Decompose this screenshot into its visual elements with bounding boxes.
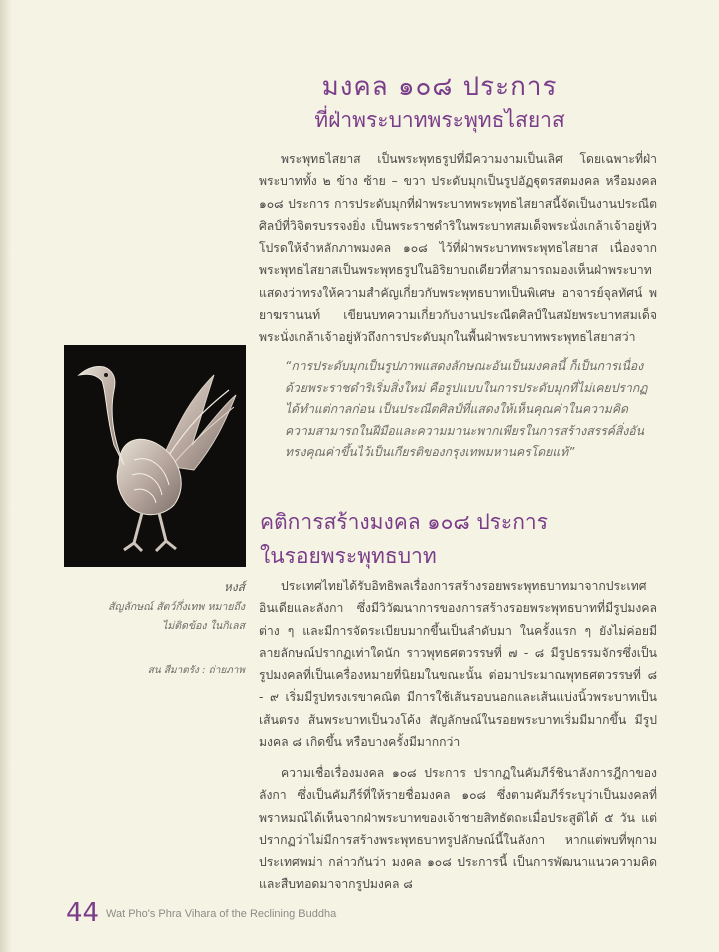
figure-caption-name: หงส์ [223, 580, 245, 594]
quotation-block: “การประดับมุกเป็นรูปภาพแสดงลักษณะอันเป็นมงคลนี้ ก็เป็นการเนื่องด้วยพระราชดำริเริ่มสิ่งใหม่ คือรูปแบบในการประดับมุกที่ไม่เคยปรากฏได้ทำแต่กาลก่อน เป็นประณีตศิลป์ที่แสดงให้เห็นคุณค่าในความคิด ความสามารถในฝีมือและความมานะพากเพียรในการสร้างสรรค์สิ่งอันทรงคุณค่าขึ้นไว้เป็นเกียรติของกรุงเทพมหานครโดยแท้” [285, 359, 648, 459]
running-footer-title: Wat Pho's Phra Vihara of the Reclining Buddha [106, 908, 337, 920]
body-paragraph-1: พระพุทธไสยาส เป็นพระพุทธรูปที่มีความงามเป็นเลิศ โดยเฉพาะที่ฝ่าพระบาททั้ง ๒ ข้าง ซ้าย – ขวา ประดับมุกเป็นรูปอัฏฐุตรสตมงคล หรือมงคล ๑๐๘ ประการ การประดับมุกที่ฝ่าพระบาทพระพุทธไสยาสนี้จัดเป็นงานประณีตศิลป์ที่วิจิตรบรรจงยิ่ง เป็นพระราชดำริในพระบาทสมเด็จพระนั่งเกล้าเจ้าอยู่หัว โปรดให้จำหลักภาพมงคล ๑๐๘ ไว้ที่ฝ่าพระบาทพระพุทธไสยาส เนื่องจากพระพุทธไสยาสเป็นพระพุทธรูปในอิริยาบถเดียวที่สามารถมองเห็นฝ่าพระบาท แสดงว่าทรงให้ความสำคัญเกี่ยวกับพระพุทธบาทเป็นพิเศษ อาจารย์จุลทัศน์ พยาฆรานนท์ เขียนบทความเกี่ยวกับงานประณีตศิลป์ในสมัยพระบาทสมเด็จพระนั่งเกล้าเจ้าอยู่หัวถึงการประดับมุกในพื้นฝ่าพระบาทพระพุทธไสยาสว่า [259, 152, 657, 345]
page-number: 44 [66, 898, 100, 928]
body-paragraph-2: ประเทศไทยได้รับอิทธิพลเรื่องการสร้างรอยพระพุทธบาทมาจากประเทศอินเดียและลังกา ซึ่งมีวิวัฒนาการของการสร้างรอยพระพุทธบาทที่มีรูปมงคลต่าง ๆ และมีการจัดระเบียบมากขึ้นเป็นลำดับมา ในครั้งแรก ๆ ยังไม่ค่อยมีลายลักษณ์ปรากฏเท่าใดนัก ราวพุทธศตวรรษที่ ๗ - ๘ มีรูปธรรมจักรซึ่งเป็นรูปมงคลที่เป็นเครื่องหมายที่นิยมในขณะนั้น ต่อมาประมาณพุทธศตวรรษที่ ๘ - ๙ เริ่มมีรูปทรงเรขาคณิต มีการใช้เส้นรอบนอกและเส้นแบ่งนิ้วพระบาทเป็นเส้นตรง ส้นพระบาทเป็นวงโค้ง สัญลักษณ์ในรอยพระบาทเริ่มมีมากขึ้น มีรูปมงคล ๘ เกิดขึ้น หรือบางครั้งมีมากกว่า [259, 579, 657, 750]
hamsa-photo [64, 345, 246, 567]
body-paragraph-3: ความเชื่อเรื่องมงคล ๑๐๘ ประการ ปรากฏในคัมภีร์ชินาลังการฎีกาของลังกา ซึ่งเป็นคัมภีร์ที่ให้รายชื่อมงคล ๑๐๘ ซึ่งตามคัมภีร์ระบุว่าเป็นมงคลที่พราหมณ์ได้เห็นจากฝ่าพระบาทของเจ้าชายสิทธัตถะเมื่อประสูติได้ ๕ วัน แต่ปรากฏว่าไม่มีการสร้างพระพุทธบาทรูปลักษณ์นี้ในลังกา หากแต่พบที่พุกามประเทศพม่า กล่าวกันว่า มงคล ๑๐๘ ประการนี้ เป็นการพัฒนาแนวความคิดและสืบทอดมาจากรูปมงคล ๘ [259, 766, 657, 892]
section-heading-line-2: ในรอยพระพุทธบาท [260, 544, 437, 568]
figure-photo-credit: สน สีมาตรัง : ถ่ายภาพ [147, 665, 245, 676]
figure-caption-description: สัญลักษณ์ สัตว์กึ่งเทพ หมายถึง ไม่ติดข้อง ในกิเลส [108, 601, 245, 632]
page-subtitle: ที่ฝ่าพระบาทพระพุทธไสยาส [314, 108, 565, 132]
section-heading-line-1: คติการสร้างมงคล ๑๐๘ ประการ [260, 510, 549, 534]
hamsa-bird-image [64, 345, 246, 567]
page-title: มงคล ๑๐๘ ประการ [321, 72, 558, 102]
page-spine-shadow [0, 0, 12, 952]
